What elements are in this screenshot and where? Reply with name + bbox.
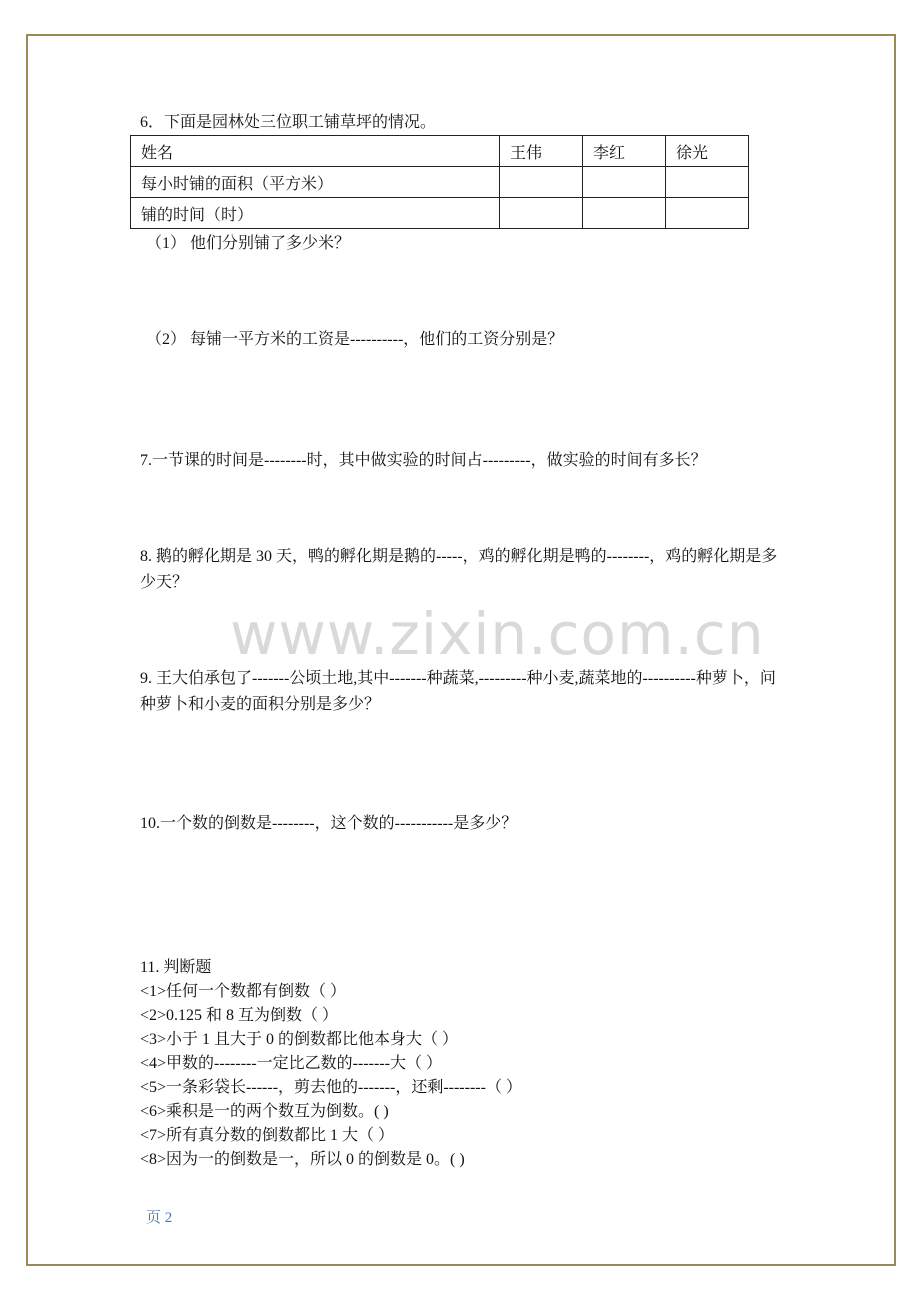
- table-cell: [666, 167, 749, 198]
- judgement-item: <6>乘积是一的两个数互为倒数。( ): [140, 1103, 389, 1120]
- table-cell: 铺的时间（时）: [131, 198, 500, 229]
- question-6-sub-2: （2） 每铺一平方米的工资是----------，他们的工资分别是？: [146, 331, 564, 348]
- header-cell: 王伟: [500, 136, 583, 167]
- judgement-item: <4>甲数的--------一定比乙数的-------大（ ）: [140, 1055, 442, 1072]
- question-6-sub-1: （1） 他们分别铺了多少米？: [146, 235, 351, 252]
- page-number: 页 2: [146, 1210, 173, 1226]
- question-11-title: 11. 判断题: [140, 959, 212, 976]
- table-cell: [500, 198, 583, 229]
- header-cell: 姓名: [131, 136, 500, 167]
- judgement-item: <8>因为一的倒数是一，所以 0 的倒数是 0。( ): [140, 1151, 465, 1168]
- table-header-row: [131, 136, 749, 167]
- judgement-item: <2>0.125 和 8 互为倒数（ ）: [140, 1007, 339, 1024]
- table-cell: [666, 198, 749, 229]
- judgement-item: <5>一条彩袋长------，剪去他的-------，还剩--------（ ）: [140, 1079, 522, 1096]
- header-cell: 徐光: [666, 136, 749, 167]
- lawn-table: [130, 135, 749, 229]
- question-8: 8. 鹅的孵化期是 30 天，鸭的孵化期是鹅的-----，鸡的孵化期是鸭的--------，鸡的孵化期是多少天？: [140, 548, 778, 591]
- table-cell: [583, 167, 666, 198]
- judgement-item: <7>所有真分数的倒数都比 1 大（ ）: [140, 1127, 395, 1144]
- header-cell: 李红: [583, 136, 666, 167]
- table-row: [131, 167, 749, 198]
- question-9: 9. 王大伯承包了-------公顷土地,其中-------种蔬菜,---------种小麦,蔬菜地的----------种萝卜，问种萝卜和小麦的面积分别是多少？: [140, 670, 776, 713]
- table-cell: [583, 198, 666, 229]
- question-6-title: 6．下面是园林处三位职工铺草坪的情况。: [140, 114, 437, 131]
- question-7: 7.一节课的时间是--------时，其中做实验的时间占---------，做实验的时间有多长？: [140, 452, 707, 469]
- judgement-item: <3>小于 1 且大于 0 的倒数都比他本身大（ ）: [140, 1031, 459, 1048]
- table-row: [131, 198, 749, 229]
- table-cell: 每小时铺的面积（平方米）: [131, 167, 500, 198]
- watermark: www.zixin.com.cn: [230, 600, 765, 668]
- judgement-item: <1>任何一个数都有倒数（ ）: [140, 983, 347, 1000]
- table-cell: [500, 167, 583, 198]
- question-10: 10.一个数的倒数是--------，这个数的-----------是多少？: [140, 815, 518, 832]
